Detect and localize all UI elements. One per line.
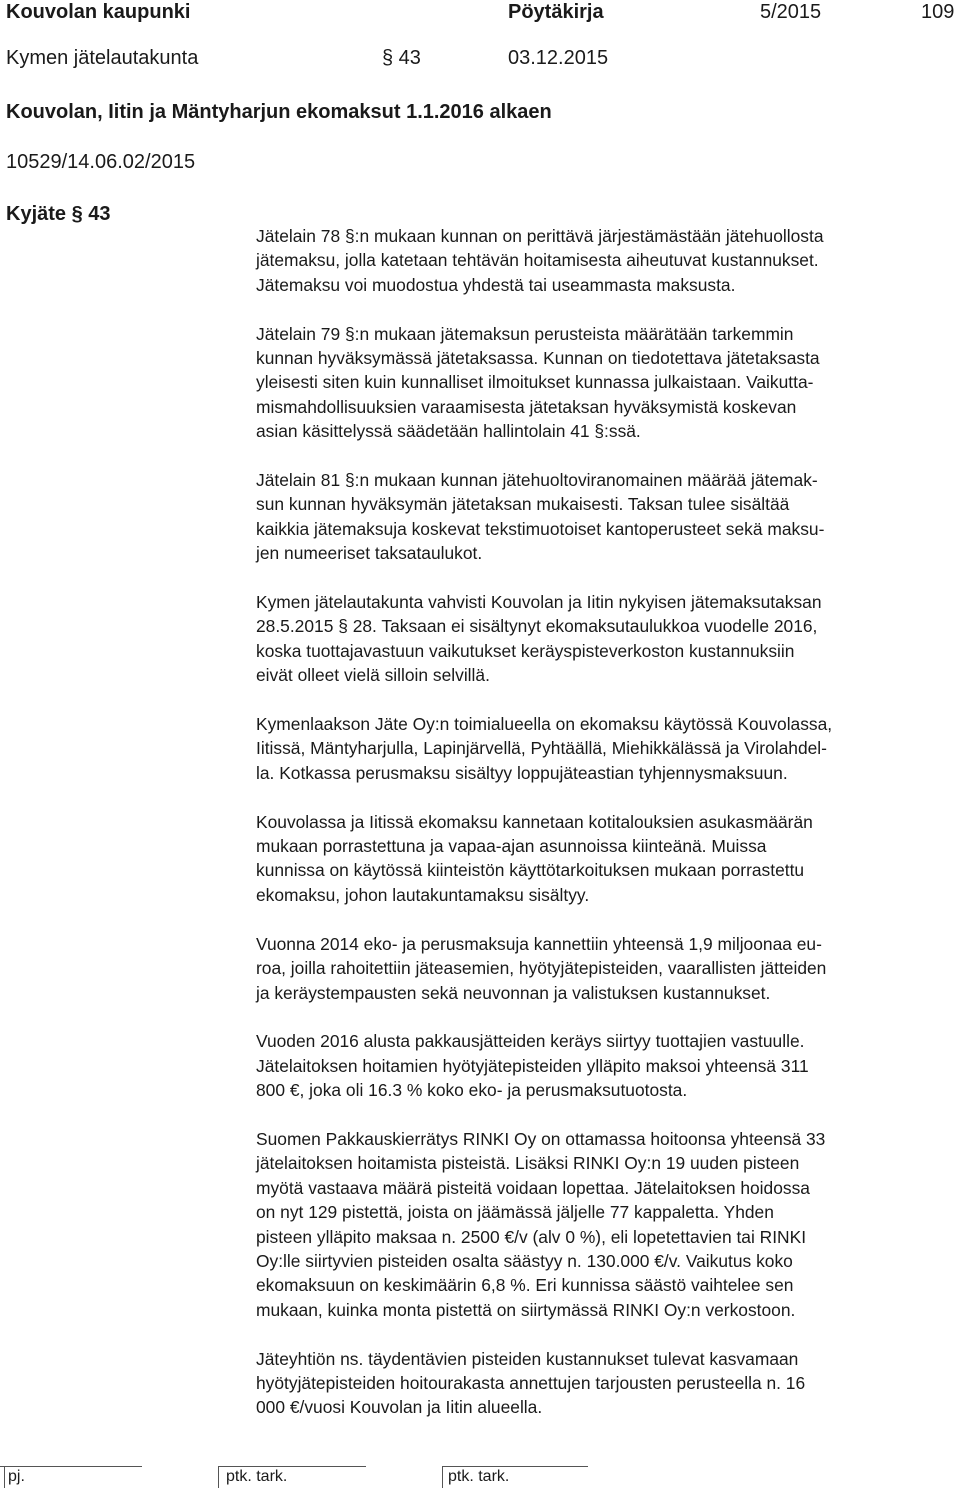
paragraph: Jäteyhtiön ns. täydentävien pisteiden kustannukset tulevat kasvamaan hyötyjätepisteiden hoitourakasta annettujen tarjousten perusteella n. 16 000 €/vuosi Kouvolan ja Iitin alueella. [256,1348,806,1418]
paragraph: Kymenlaakson Jäte Oy:n toimialueella on ekomaksu käytössä Kouvolassa, Iitissä, Mäntyharjulla, Lapinjärvellä, Pyhtäällä, Miehikkälässä ja Virolahdel- la. Kotkassa perusmaksu sisältyy loppujäteastian tyhjennysmaksuun. [256,714,833,783]
committee-name: Kymen jätelautakunta [6,47,199,69]
case-label: Kyjäte § 43 [6,203,111,225]
paragraph: Jätelain 81 §:n mukaan kunnan jätehuoltoviranomainen määrää jätemak- sun kunnan hyväksymän jätetaksan mukaisesti. Taksan tulee sisältää kaikkia jätemaksuja koskevat tekstimuotoiset kantoperusteet sekä maksu- jen numeeriset taksataulukot. [256,470,825,564]
minutes-checker-label-2: ptk. tark. [448,1468,510,1485]
reference-number: 10529/14.06.02/2015 [6,151,196,173]
section-number: § 43 [382,47,421,69]
signature-divider [4,1466,5,1488]
paragraph: Vuonna 2014 eko- ja perusmaksuja kannettiin yhteensä 1,9 miljoonaa eu- roa, joilla rahoitettiin jäteasemien, hyötyjätepisteiden, vaarallisten jätteiden ja keräystempausten sekä neuvonnan ja valistuksen kustannukset. [256,933,827,1003]
signature-line [0,1466,142,1467]
paragraph: Kouvolassa ja Iitissä ekomaksu kannetaan kotitalouksien asukasmäärän mukaan porrastettuna ja vapaa-ajan asunnoissa kiinteänä. Muissa kunnissa on käytössä kiinteistön käyttötarkoituksen mukaan porrastettu ekomaksu, johon lautakuntamaksu sisältyy. [256,811,813,905]
page-number: 109 [921,1,955,23]
meeting-date: 03.12.2015 [508,47,609,69]
paragraph: Suomen Pakkauskierrätys RINKI Oy on ottamassa hoitoonsa yhteensä 33 jätelaitoksen hoitamista pisteistä. Lisäksi RINKI Oy:n 19 uuden pisteen myötä vastaava määrä pisteitä voidaan lopettaa. Jätelaitoksen hoidossa on nyt 129 pistettä, joista on jäämässä jäljelle 77 kappaletta. Yhden pisteen ylläpito maksaa n. 2500 €/v (alv 0 %), eli lopetettavien tai RINKI Oy:lle siirtyvien pisteiden osalta säästyy n. 130.000 €/v. Vaikutus koko ekomaksuun on keskimäärin 6,8 %. Eri kunnissa säästö vaihtelee sen mukaan, kuinka monta pistettä on siirtymässä RINKI Oy:n verkostoon. [256,1128,826,1320]
paragraph: Jätelain 79 §:n mukaan jätemaksun perusteista määrätään tarkemmin kunnan hyväksymässä jätetaksassa. Kunnan on tiedotettava jätetaksasta yleisesti siten kuin kunnalliset ilmoitukset kunnassa julkaistaan. Vaikutta- mismahdollisuuksien varaamisesta jätetaksan hyväksymistä koskevan asian käsittelyssä säädetään hallintolain 41 §:ssä. [256,323,820,442]
signature-line [218,1466,366,1467]
signature-footer [0,1466,960,1494]
body-text [256,224,956,1444]
signature-line [442,1466,588,1467]
paragraph: Kymen jätelautakunta vahvisti Kouvolan ja Iitin nykyisen jätemaksutaksan 28.5.2015 § 28. Taksaan ei sisältynyt ekomaksutaulukkoa vuodelle 2016, koska tuottajavastuun vaikutukset keräyspisteverkoston kustannuksiin eivät olleet vielä silloin selvillä. [256,592,822,686]
signature-divider [218,1466,219,1488]
organization-name: Kouvolan kaupunki [6,1,191,23]
chair-signature-label: pj. [8,1468,25,1485]
paragraph: Vuoden 2016 alusta pakkausjätteiden keräys siirtyy tuottajien vastuulle. Jätelaitoksen hoitamien hyötyjätepisteiden ylläpito maksoi yhteensä 311 800 €, joka oli 16.3 % koko eko- ja perusmaksutuotosta. [256,1031,809,1101]
document-number: 5/2015 [760,1,822,23]
minutes-checker-label-1: ptk. tark. [226,1468,288,1485]
document-type: Pöytäkirja [508,1,604,23]
paragraph: Jätelain 78 §:n mukaan kunnan on perittävä järjestämästään jätehuollosta jätemaksu, jolla katetaan tehtävän hoitamisesta aiheutuvat kustannukset. Jätemaksu voi muodostua yhdestä tai useammasta maksusta. [256,226,824,295]
agenda-item-title: Kouvolan, Iitin ja Mäntyharjun ekomaksut 1.1.2016 alkaen [6,101,552,123]
signature-divider [442,1466,443,1488]
